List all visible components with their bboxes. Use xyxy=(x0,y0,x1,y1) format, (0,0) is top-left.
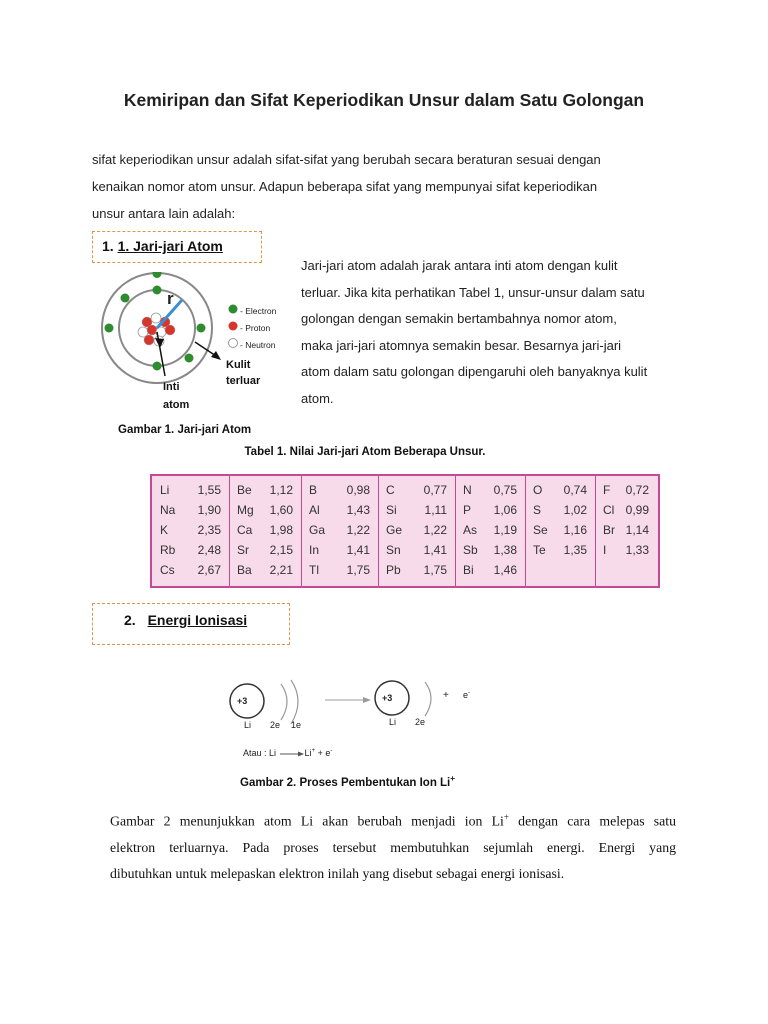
radius-value: 1,55 xyxy=(197,483,221,497)
element-symbol: Bi xyxy=(463,563,474,577)
table-column xyxy=(229,476,302,586)
plus-sign: + xyxy=(443,690,449,701)
radius-value: 1,12 xyxy=(269,483,293,497)
section1-text-line: Jari-jari atom adalah jarak antara inti atom dengan kulit xyxy=(301,258,618,273)
li-shell1-label: 2e xyxy=(270,720,281,730)
section1-title: 1. Jari-jari Atom xyxy=(117,238,223,254)
li-charge: +3 xyxy=(237,696,248,706)
element-symbol: Se xyxy=(533,523,548,537)
table-cell xyxy=(455,483,525,503)
radius-value: 1,75 xyxy=(423,563,447,577)
element-symbol: P xyxy=(463,503,472,517)
table-cell xyxy=(378,563,455,583)
section2-line: dibutuhkan untuk melepaskan elektron inilah yang disebut sebagai energi ionisasi. xyxy=(110,865,565,881)
table-cell xyxy=(455,543,525,563)
table-cell xyxy=(378,543,455,563)
table-cell xyxy=(152,543,229,563)
intro-line: kenaikan nomor atom unsur. Adapun beberapa sifat yang mempunyai sifat keperiodikan xyxy=(92,179,598,194)
page-title: Kemiripan dan Sifat Keperiodikan Unsur dalam Satu Golongan xyxy=(123,90,645,110)
section2-line: elektron terluarnya. Pada proses tersebut membutuhkan sejumlah energi. Energi yang xyxy=(110,839,676,855)
element-symbol: Tl xyxy=(309,563,319,577)
table-column xyxy=(378,476,456,586)
section1-text xyxy=(298,253,674,412)
table-cell xyxy=(152,523,229,543)
radius-value: 1,75 xyxy=(346,563,370,577)
radius-value: 2,21 xyxy=(269,563,293,577)
table-cell xyxy=(229,523,301,543)
element-symbol: As xyxy=(463,523,478,537)
radius-value: 0,72 xyxy=(625,483,649,497)
table-cell xyxy=(595,523,657,543)
li-shell2-label: 1e xyxy=(291,720,302,730)
radius-value: 1,38 xyxy=(493,543,517,557)
table-cell xyxy=(301,523,378,543)
ion-charge: +3 xyxy=(382,693,393,703)
table-cell xyxy=(595,543,657,563)
section1-number: 1. xyxy=(102,238,114,254)
radius-value: 1,90 xyxy=(197,503,221,517)
li-label: Li xyxy=(244,720,252,730)
section2-number: 2. xyxy=(124,612,136,628)
table-cell xyxy=(229,483,301,503)
table-cell xyxy=(301,503,378,523)
radius-value: 1,06 xyxy=(493,503,517,517)
element-symbol: S xyxy=(533,503,542,517)
radius-value: 0,77 xyxy=(423,483,447,497)
element-symbol: Al xyxy=(309,503,320,517)
ionization-diagram xyxy=(225,676,495,728)
element-symbol: C xyxy=(386,483,395,497)
table-cell xyxy=(455,503,525,523)
element-symbol: K xyxy=(160,523,169,537)
radius-value: 1,33 xyxy=(625,543,649,557)
element-symbol: Cs xyxy=(160,563,175,577)
section2-title: Energi Ionisasi xyxy=(147,612,248,628)
radius-value: 0,99 xyxy=(625,503,649,517)
section1-heading xyxy=(102,238,223,254)
ion-label: Li xyxy=(389,717,397,727)
element-symbol: Na xyxy=(160,503,176,517)
radius-value: 0,74 xyxy=(563,483,587,497)
legend-neutron-label: - Neutron xyxy=(240,340,276,350)
table-column xyxy=(525,476,596,586)
alt-arrow-icon xyxy=(279,750,305,758)
element-symbol: O xyxy=(533,483,543,497)
radius-value: 1,19 xyxy=(493,523,517,537)
element-symbol: Sr xyxy=(237,543,249,557)
section1-text-line: golongan dengan semakin bertambahnya nomor atom, xyxy=(301,311,617,326)
element-symbol: Rb xyxy=(160,543,176,557)
table-cell xyxy=(525,523,595,543)
radius-value: 0,98 xyxy=(346,483,370,497)
element-symbol: Si xyxy=(386,503,397,517)
outer-shell-label: Kulit terluar xyxy=(226,359,261,387)
figure2-caption: Gambar 2. Proses Pembentukan Ion Li+ xyxy=(240,774,455,789)
radius-value: 1,41 xyxy=(346,543,370,557)
section2-paragraph xyxy=(110,804,676,887)
radius-value: 1,22 xyxy=(346,523,370,537)
radius-value: 2,15 xyxy=(269,543,293,557)
nucleus-label: Inti atom xyxy=(163,381,190,411)
table-cell xyxy=(455,523,525,543)
radius-value: 1,16 xyxy=(563,523,587,537)
table-cell xyxy=(595,503,657,523)
intro-line: unsur antara lain adalah: xyxy=(92,206,236,221)
element-symbol: Ca xyxy=(237,523,253,537)
legend-electron-label: - Electron xyxy=(240,306,277,316)
shell-arrowhead xyxy=(211,351,221,360)
section1-text-line: atom dalam satu golongan dipengaruhi oleh banyaknya kulit xyxy=(301,364,648,379)
element-symbol: Mg xyxy=(237,503,254,517)
element-symbol: N xyxy=(463,483,472,497)
figure1-caption: Gambar 1. Jari-jari Atom xyxy=(118,424,252,436)
element-symbol: In xyxy=(309,543,320,557)
table-cell xyxy=(301,543,378,563)
radius-value: 1,43 xyxy=(346,503,370,517)
alt-equation: Atau : Li Li+ + e- xyxy=(243,748,333,758)
table-cell xyxy=(152,483,229,503)
table-cell xyxy=(378,523,455,543)
section1-text-line: terluar. Jika kita perhatikan Tabel 1, unsur-unsur dalam satu xyxy=(301,284,645,300)
element-symbol: I xyxy=(603,543,607,557)
radius-value: 1,46 xyxy=(493,563,517,577)
element-symbol: B xyxy=(309,483,318,497)
table-column xyxy=(595,476,657,586)
ion-shell xyxy=(425,682,431,716)
radius-label: r xyxy=(167,289,174,308)
element-symbol: Br xyxy=(603,523,615,537)
radius-value: 1,41 xyxy=(423,543,447,557)
li-shell-1 xyxy=(281,684,287,720)
table-cell xyxy=(152,503,229,523)
section1-text-line: atom. xyxy=(301,390,334,406)
table-cell xyxy=(525,503,595,523)
table-column xyxy=(455,476,526,586)
element-symbol: Ga xyxy=(309,523,326,537)
element-symbol: Ge xyxy=(386,523,403,537)
table-cell xyxy=(229,543,301,563)
legend-neutron-icon xyxy=(229,339,238,348)
table-cell xyxy=(152,563,229,583)
element-symbol: Be xyxy=(237,483,252,497)
radius-value: 2,67 xyxy=(197,563,221,577)
radius-value: 1,98 xyxy=(269,523,293,537)
table-cell xyxy=(525,543,595,563)
radius-value: 2,48 xyxy=(197,543,221,557)
legend-electron-icon xyxy=(229,305,238,314)
section2-line: Gambar 2 menunjukkan atom Li akan berubah menjadi ion Li+ dengan cara melepas satu xyxy=(110,812,676,829)
table1-caption: Tabel 1. Nilai Jari-jari Atom Beberapa Unsur. xyxy=(244,446,486,458)
legend-proton-icon xyxy=(229,322,238,331)
element-symbol: Li xyxy=(160,483,170,497)
radius-value: 1,35 xyxy=(563,543,587,557)
ion-shell-label: 2e xyxy=(415,717,426,727)
radius-value: 1,14 xyxy=(625,523,649,537)
table-cell xyxy=(301,483,378,503)
element-symbol: Te xyxy=(533,543,546,557)
table-cell xyxy=(229,563,301,583)
table-cell xyxy=(525,483,595,503)
intro-paragraph xyxy=(92,146,675,227)
intro-line: sifat keperiodikan unsur adalah sifat-sifat yang berubah secara beraturan sesuai dengan xyxy=(92,152,601,167)
atom-legend xyxy=(240,303,276,354)
element-symbol: F xyxy=(603,483,611,497)
li-shell-2 xyxy=(291,680,298,724)
element-symbol: Sb xyxy=(463,543,478,557)
radius-value: 1,02 xyxy=(563,503,587,517)
table-column xyxy=(152,476,230,586)
radius-table xyxy=(150,474,660,588)
element-symbol: Sn xyxy=(386,543,401,557)
nucleus xyxy=(138,313,175,346)
radius-value: 1,22 xyxy=(423,523,447,537)
table-cell xyxy=(378,483,455,503)
reaction-arrowhead xyxy=(363,697,371,703)
radius-value: 0,75 xyxy=(493,483,517,497)
table-column xyxy=(301,476,379,586)
table-cell xyxy=(229,503,301,523)
element-symbol: Pb xyxy=(386,563,401,577)
section1-text-line: maka jari-jari atomnya semakin besar. Besarnya jari-jari xyxy=(301,337,622,353)
radius-value: 2,35 xyxy=(197,523,221,537)
element-symbol: Cl xyxy=(603,503,615,517)
electron-symbol: e- xyxy=(463,690,471,700)
table-cell xyxy=(455,563,525,583)
table-cell xyxy=(378,503,455,523)
element-symbol: Ba xyxy=(237,563,252,577)
legend-proton-label: - Proton xyxy=(240,323,271,333)
table-cell xyxy=(595,483,657,503)
radius-value: 1,60 xyxy=(269,503,293,517)
section2-heading xyxy=(124,612,247,628)
table-cell xyxy=(301,563,378,583)
radius-value: 1,11 xyxy=(424,503,447,517)
